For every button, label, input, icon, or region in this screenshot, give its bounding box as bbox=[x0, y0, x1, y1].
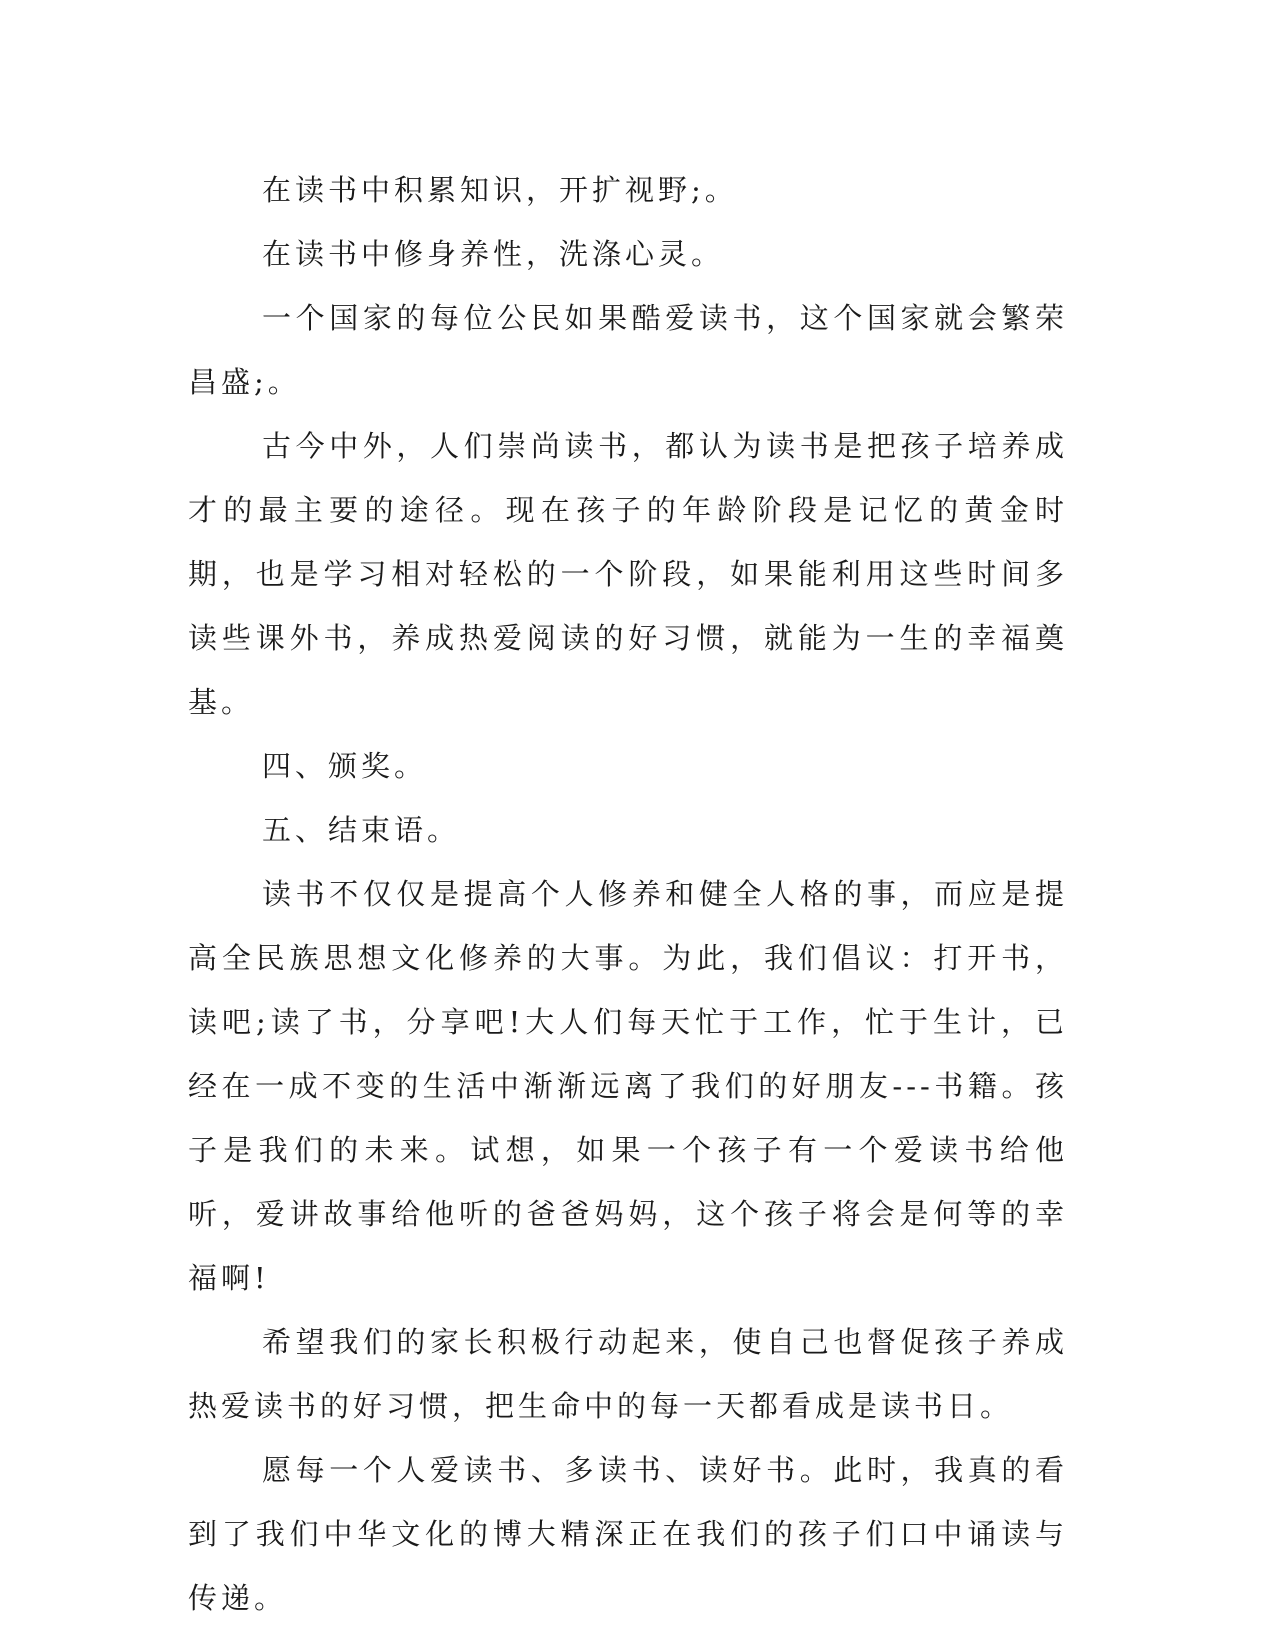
paragraph-8: 希望我们的家长积极行动起来，使自己也督促孩子养成热爱读书的好习惯，把生命中的每一天都看成是读书日。 bbox=[188, 1325, 1068, 1423]
paragraph-3: 一个国家的每位公民如果酷爱读书，这个国家就会繁荣昌盛;。 bbox=[188, 301, 1068, 399]
paragraph-7: 读书不仅仅是提高个人修养和健全人格的事，而应是提高全民族思想文化修养的大事。为此，我们倡议：打开书，读吧;读了书，分享吧!大人们每天忙于工作，忙于生计，已经在一成不变的生活中渐渐远离了我们的好朋友---书籍。孩子是我们的未来。试想，如果一个孩子有一个爱读书给他听，爱讲故事给他听的爸爸妈妈，这个孩子将会是何等的幸福啊! bbox=[188, 877, 1068, 1295]
paragraph-2: 在读书中修身养性，洗涤心灵。 bbox=[262, 237, 725, 271]
paragraph-9: 愿每一个人爱读书、多读书、读好书。此时，我真的看到了我们中华文化的博大精深正在我们的孩子们口中诵读与传递。 bbox=[188, 1453, 1068, 1615]
document-body bbox=[188, 158, 1068, 1630]
paragraph-5-award: 四、颁奖。 bbox=[262, 749, 428, 783]
paragraph-6-closing-heading: 五、结束语。 bbox=[262, 813, 461, 847]
paragraph-4: 古今中外，人们崇尚读书，都认为读书是把孩子培养成才的最主要的途径。现在孩子的年龄阶段是记忆的黄金时期，也是学习相对轻松的一个阶段，如果能利用这些时间多读些课外书，养成热爱阅读的好习惯，就能为一生的幸福奠基。 bbox=[188, 429, 1068, 719]
paragraph-1: 在读书中积累知识，开扩视野;。 bbox=[262, 173, 738, 207]
